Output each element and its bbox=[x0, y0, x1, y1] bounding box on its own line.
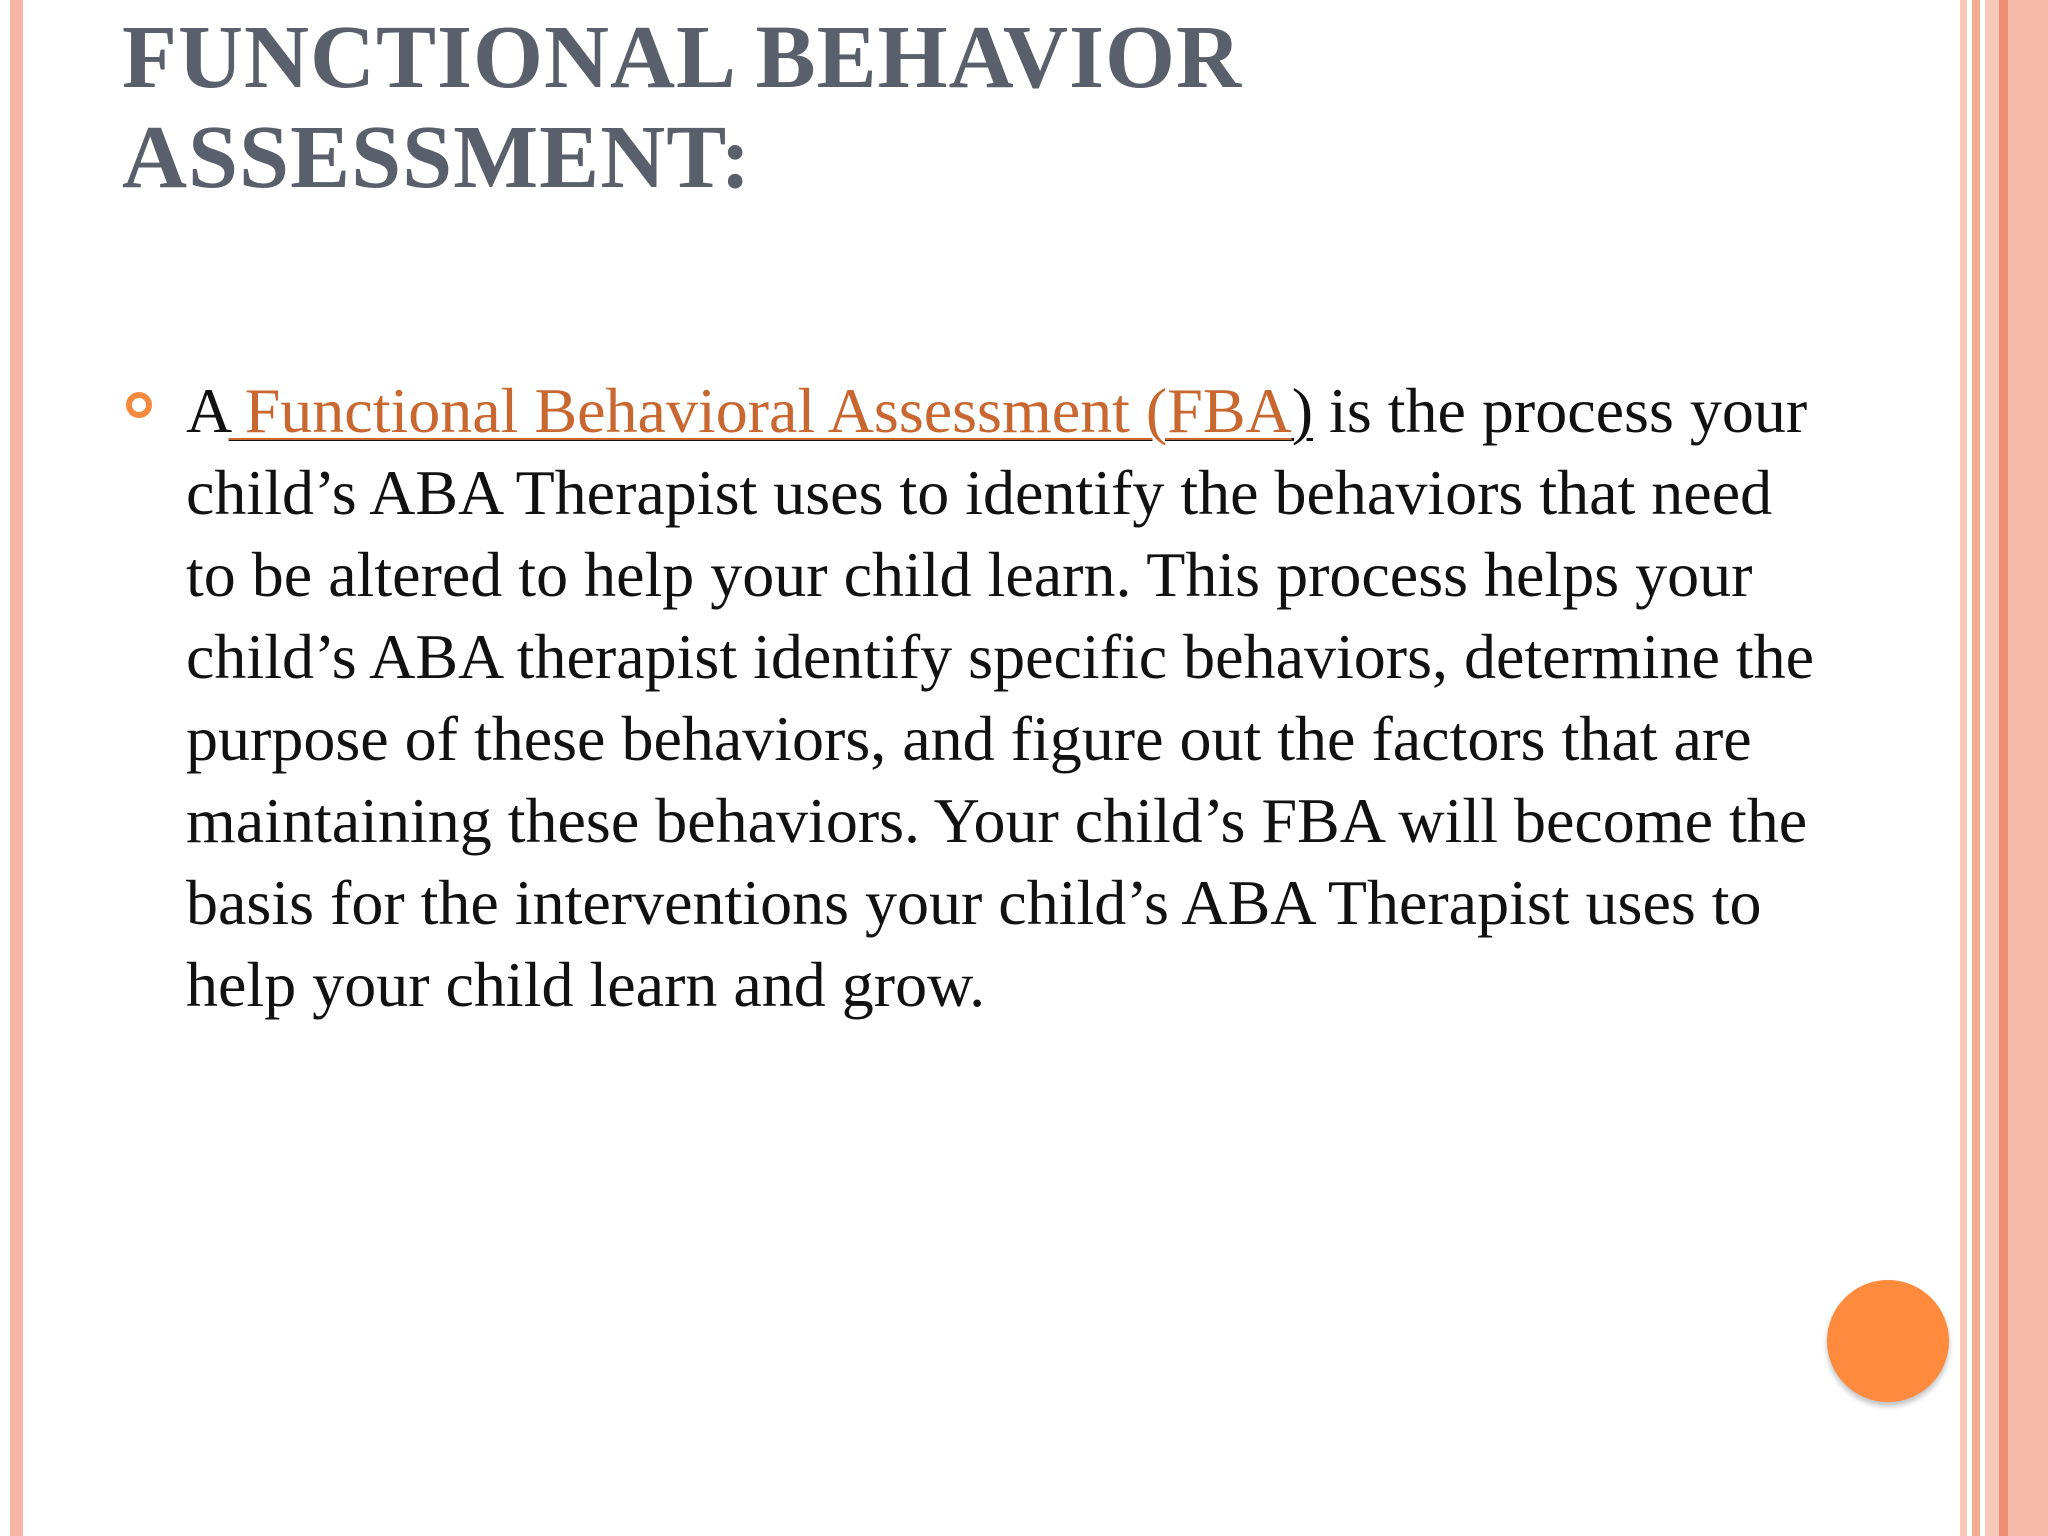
right-decorative-stripe bbox=[1999, 0, 2008, 1536]
right-decorative-stripe bbox=[2008, 0, 2048, 1536]
orange-circle-icon[interactable] bbox=[1827, 1280, 1949, 1402]
left-decorative-stripe bbox=[10, 0, 23, 1536]
right-decorative-stripe bbox=[1985, 0, 1999, 1536]
bullet-prefix: A bbox=[186, 375, 229, 446]
hollow-circle-bullet-icon bbox=[126, 392, 152, 418]
slide-title-line-1: FUNCTIONAL BEHAVIOR bbox=[122, 8, 1243, 107]
bullet-text bbox=[186, 370, 1826, 1026]
slide-title bbox=[122, 8, 1822, 208]
fba-link[interactable]: Functional Behavioral Assessment (FBA bbox=[228, 375, 1292, 446]
bullet-rest-text: is the process your child’s ABA Therapist uses to identify the behaviors that need to be altered to help your child learn. This process helps your child’s ABA therapist identify specific behaviors, determine the purpose of these behaviors, and figure out the factors that are maintaining these behaviors. Your child’s FBA will become the basis for the interventions your child’s ABA Therapist uses to help your child learn and grow. bbox=[186, 375, 1815, 1020]
slide-title-line-2: ASSESSMENT: bbox=[122, 108, 752, 207]
right-decorative-stripe bbox=[1960, 0, 1967, 1536]
right-decorative-stripe bbox=[1972, 0, 1980, 1536]
fba-link-close[interactable]: ) bbox=[1291, 375, 1314, 446]
fba-link-group[interactable] bbox=[229, 375, 1313, 446]
